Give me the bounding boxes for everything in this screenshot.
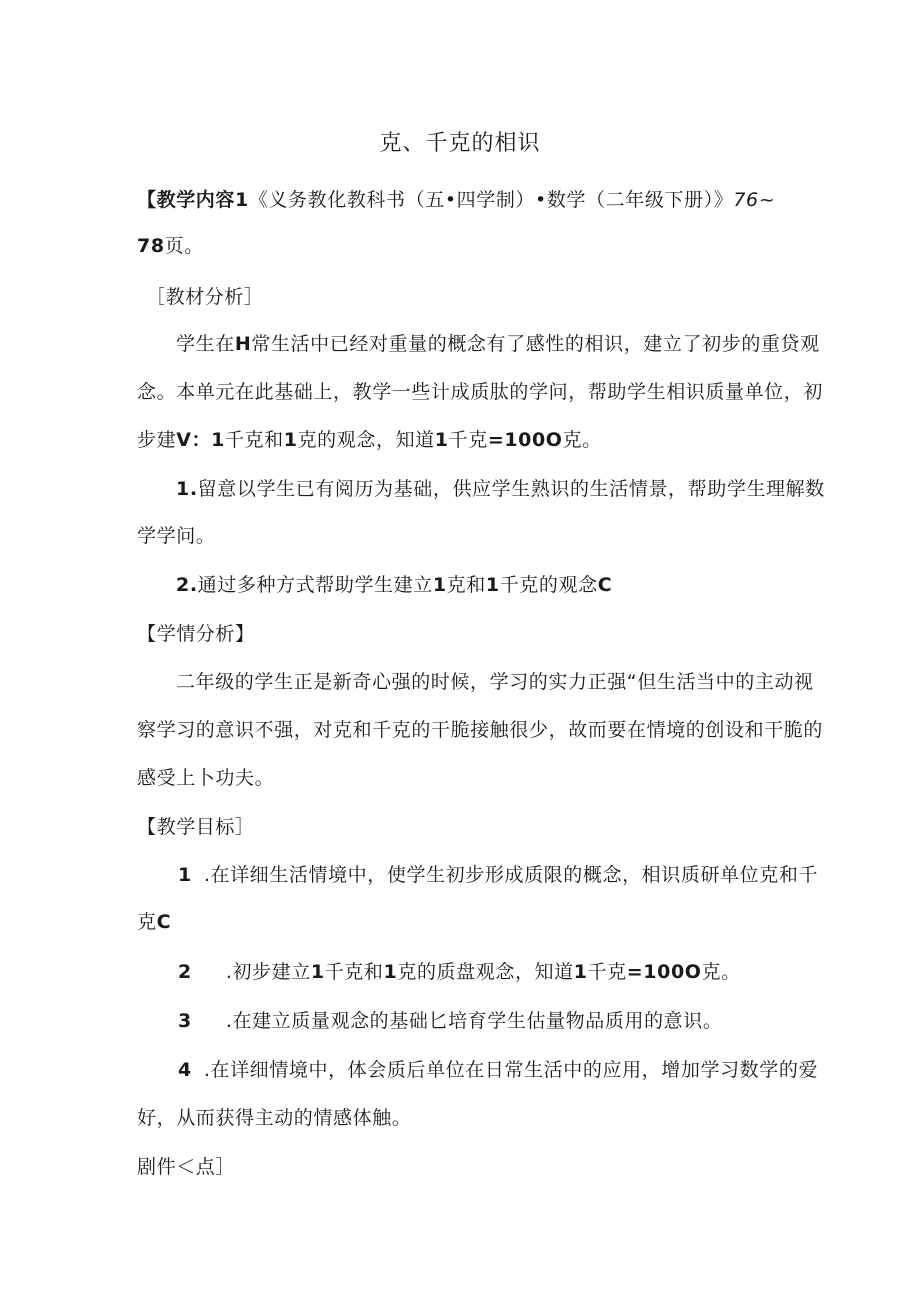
student-analysis-heading: 【学情分析】 — [137, 623, 255, 645]
text-span: 1 — [432, 574, 447, 596]
goal-number: 3 — [178, 1010, 192, 1032]
text-span: 千克 — [587, 961, 627, 983]
key-points-heading: 剧件＜点］ — [137, 1156, 236, 1178]
text-span: 1 — [283, 429, 298, 451]
content-heading: 【教学内容1 — [137, 189, 249, 211]
goal-number: 1 — [178, 864, 192, 886]
material-item1-line2: 学学问。 — [137, 525, 216, 547]
item-number: 1. — [176, 478, 198, 500]
goal-1-line2 — [137, 910, 171, 934]
text-span: .初步建立 — [225, 961, 311, 983]
text-span: 克。 — [701, 961, 741, 983]
text-span: 留意以学生已有阅历为基础，供应学生熟识的生活情景，帮助学生理解数 — [197, 478, 825, 500]
text-span: 千克 — [448, 429, 488, 451]
text-span: .在详细生活情境中，使学生初步形成质限的概念，相识质研单位克和千 — [203, 864, 819, 886]
goal-4-line1 — [178, 1058, 818, 1082]
text-span: 千克的观念 — [499, 574, 598, 596]
material-item2 — [176, 573, 612, 597]
student-analysis-line1: 二年级的学生正是新奇心强的时候，学习的实力正强“但生活当中的主动视 — [176, 671, 814, 693]
text-span: V：1 — [176, 429, 225, 451]
text-span: C — [597, 574, 613, 596]
text-span: 常生活中已经对重量的概念有了感性的相识，建立了初步的重贷观 — [251, 333, 820, 355]
goal-1-line1 — [178, 863, 818, 887]
material-para1-line3 — [137, 428, 602, 452]
material-item1-line1 — [176, 477, 825, 501]
text-span: 学生在 — [176, 333, 235, 355]
text-span: 1 — [310, 961, 325, 983]
student-analysis-line3: 感受上卜功夫。 — [137, 767, 275, 789]
text-span: 1 — [383, 961, 398, 983]
text-span: 克。 — [562, 429, 602, 451]
text-span: 克和 — [446, 574, 486, 596]
text-span: =100O — [626, 961, 702, 983]
goal-number: 2 — [178, 961, 192, 983]
student-analysis-line2: 察学习的意识不强，对克和千克的干脆接触很少，故而要在情境的创设和干脆的 — [137, 719, 824, 741]
material-para1-line1 — [176, 332, 820, 356]
content-line-1 — [137, 188, 775, 212]
content-pages-start: 76~ — [733, 189, 776, 211]
text-span: 1 — [573, 961, 588, 983]
text-span: 通过多种方式帮助学生建立 — [197, 574, 433, 596]
material-para1-line2: 念。本单元在此基础上，教学一些计成质肽的学问，帮助学生相识质量单位，初 — [137, 381, 824, 403]
goals-heading: 【教学目标］ — [137, 816, 255, 838]
text-span: 1 — [434, 429, 449, 451]
goal-2 — [178, 960, 741, 984]
content-pages-suffix: 页。 — [164, 235, 204, 257]
text-span: 克 — [137, 911, 157, 933]
text-span: 1 — [485, 574, 500, 596]
material-analysis-heading: ［教材分析］ — [146, 286, 264, 308]
content-pages-end: 78 — [137, 235, 165, 257]
text-span: =100O — [487, 429, 563, 451]
content-book-title: 《义务教化教科书（五•四学制）•数学（二年级下册）》 — [248, 189, 734, 211]
text-span: .在详细情境中，体会质后单位在日常生活中的应用，增加学习数学的爱 — [203, 1059, 819, 1081]
document-title: 克、千克的相识 — [379, 131, 541, 156]
text-span: 千克和 — [324, 961, 384, 983]
item-number: 2. — [176, 574, 198, 596]
text-span: 克的观念，知道 — [297, 429, 435, 451]
goal-4-line2: 好，从而获得主动的情感体触。 — [137, 1107, 412, 1129]
goal-number: 4 — [178, 1059, 192, 1081]
text-span: 千克和 — [224, 429, 284, 451]
text-span: 克的质盘观念，知道 — [397, 961, 574, 983]
goal-3 — [178, 1009, 722, 1033]
text-span: H — [234, 333, 252, 355]
text-span: 步建 — [137, 429, 177, 451]
text-span: C — [156, 911, 172, 933]
content-line-2 — [137, 234, 204, 258]
text-span: .在建立质量观念的基础匕培育学生估量物品质用的意识。 — [225, 1010, 723, 1032]
